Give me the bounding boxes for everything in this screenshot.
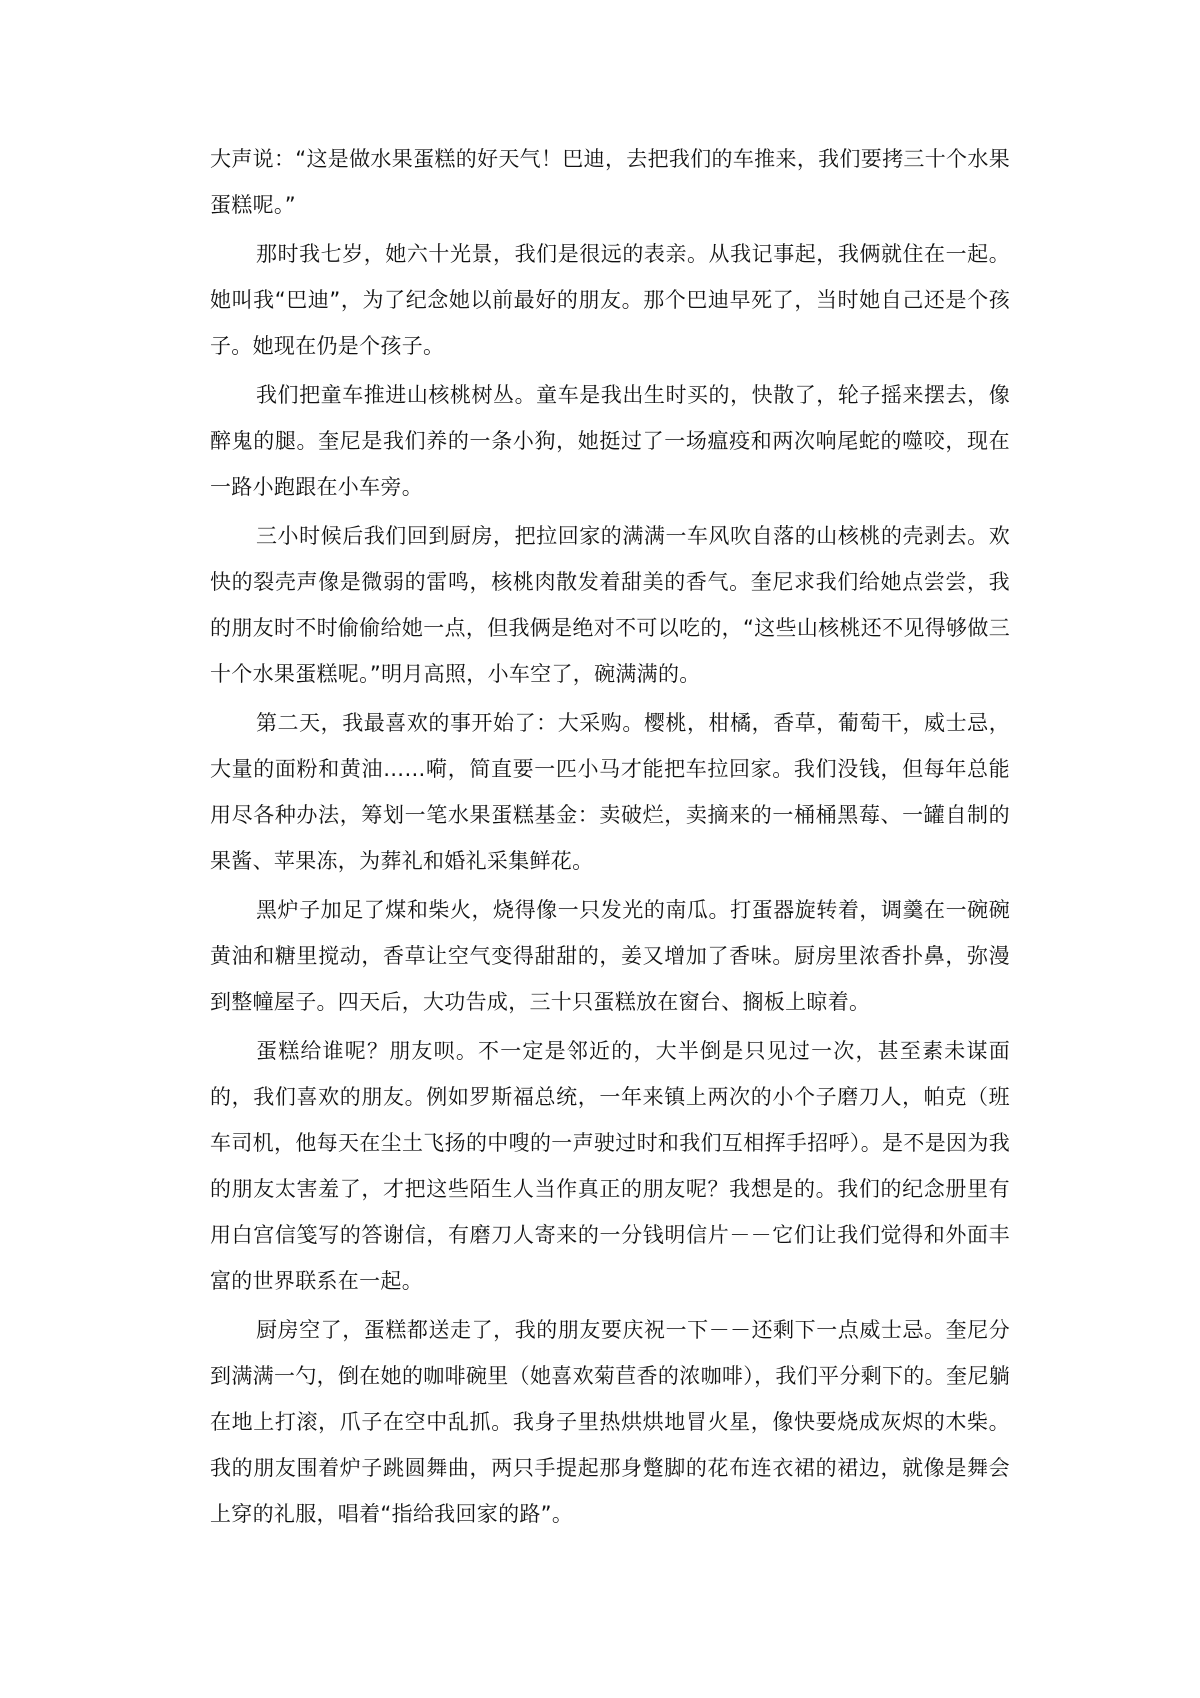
- document-body: [210, 136, 1010, 1540]
- paragraph-5: 第二天，我最喜欢的事开始了：大采购。樱桃，柑橘，香草，葡萄干，威士忌，大量的面粉和黄油……嗬，简直要一匹小马才能把车拉回家。我们没钱，但每年总能用尽各种办法，筹划一笔水果蛋糕基金：卖破烂，卖摘来的一桶桶黑莓、一罐自制的果酱、苹果冻，为葬礼和婚礼采集鲜花。: [210, 711, 1010, 873]
- paragraph-4: 三小时候后我们回到厨房，把拉回家的满满一车风吹自落的山核桃的壳剥去。欢快的裂壳声像是微弱的雷鸣，核桃肉散发着甜美的香气。奎尼求我们给她点尝尝，我的朋友时不时偷偷给她一点，但我俩是绝对不可以吃的，“这些山核桃还不见得够做三十个水果蛋糕呢。”明月高照，小车空了，碗满满的。: [210, 524, 1010, 686]
- paragraph-1: 大声说：“这是做水果蛋糕的好天气！巴迪，去把我们的车推来，我们要拷三十个水果蛋糕呢。”: [210, 147, 1010, 217]
- paragraph-2: 那时我七岁，她六十光景，我们是很远的表亲。从我记事起，我俩就住在一起。她叫我“巴迪”，为了纪念她以前最好的朋友。那个巴迪早死了，当时她自己还是个孩子。她现在仍是个孩子。: [210, 242, 1010, 358]
- paragraph-6: 黑炉子加足了煤和柴火，烧得像一只发光的南瓜。打蛋器旋转着，调羹在一碗碗黄油和糖里搅动，香草让空气变得甜甜的，姜又增加了香味。厨房里浓香扑鼻，弥漫到整幢屋子。四天后，大功告成，三十只蛋糕放在窗台、搁板上晾着。: [210, 898, 1010, 1014]
- paragraph-3: 我们把童车推进山核桃树丛。童车是我出生时买的，快散了，轮子摇来摆去，像醉鬼的腿。奎尼是我们养的一条小狗，她挺过了一场瘟疫和两次响尾蛇的噬咬，现在一路小跑跟在小车旁。: [210, 383, 1010, 499]
- paragraph-8: 厨房空了，蛋糕都送走了，我的朋友要庆祝一下－－还剩下一点威士忌。奎尼分到满满一勺，倒在她的咖啡碗里（她喜欢菊苣香的浓咖啡），我们平分剩下的。奎尼躺在地上打滚，爪子在空中乱抓。我身子里热烘烘地冒火星，像快要烧成灰烬的木柴。我的朋友围着炉子跳圆舞曲，两只手提起那身蹩脚的花布连衣裙的裙边，就像是舞会上穿的礼服，唱着“指给我回家的路”。: [210, 1318, 1010, 1526]
- paragraph-7: 蛋糕给谁呢？朋友呗。不一定是邻近的，大半倒是只见过一次，甚至素未谋面的，我们喜欢的朋友。例如罗斯福总统，一年来镇上两次的小个子磨刀人，帕克（班车司机，他每天在尘土飞扬的中嗖的一声驶过时和我们互相挥手招呼）。是不是因为我的朋友太害羞了，才把这些陌生人当作真正的朋友呢？我想是的。我们的纪念册里有用白宫信笺写的答谢信，有磨刀人寄来的一分钱明信片－－它们让我们觉得和外面丰富的世界联系在一起。: [210, 1039, 1010, 1293]
